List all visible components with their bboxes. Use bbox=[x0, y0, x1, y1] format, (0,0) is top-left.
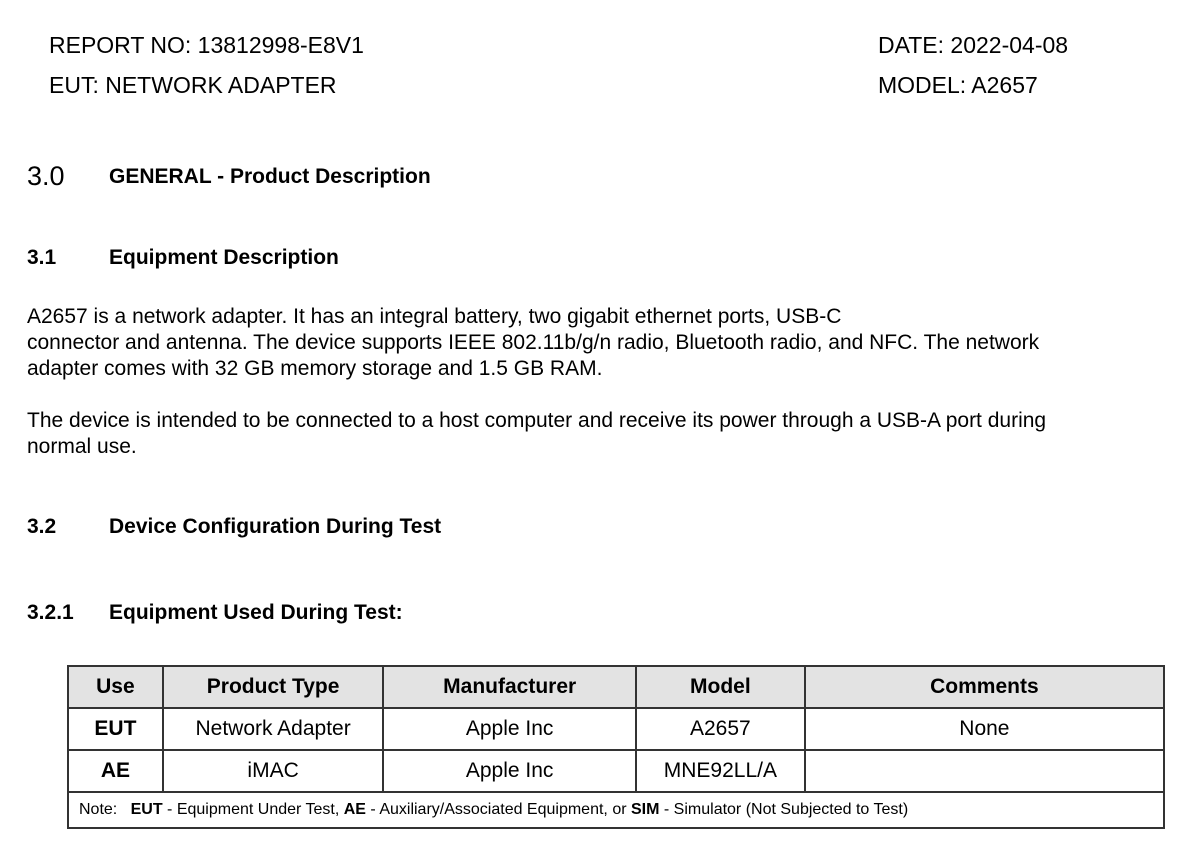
model-number: MODEL: A2657 bbox=[878, 72, 1038, 98]
note-eut-definition: - Equipment Under Test, bbox=[167, 801, 340, 818]
section-number-3-2: 3.2 bbox=[27, 515, 57, 538]
table-note bbox=[68, 792, 1164, 828]
section-number-3-1: 3.1 bbox=[27, 246, 57, 269]
note-ae-definition: - Auxiliary/Associated Equipment, or bbox=[370, 801, 627, 818]
section-title-3-0: GENERAL - Product Description bbox=[109, 165, 431, 188]
table-cell-model: A2657 bbox=[636, 708, 805, 750]
paragraph-line: A2657 is a network adapter. It has an integral battery, two gigabit ethernet ports, USB-C bbox=[27, 305, 842, 328]
column-header-use: Use bbox=[68, 666, 163, 708]
table-cell-model: MNE92LL/A bbox=[636, 750, 805, 792]
section-title-3-2: Device Configuration During Test bbox=[109, 515, 442, 538]
table-row bbox=[68, 708, 1164, 750]
table-cell-comments bbox=[805, 750, 1164, 792]
note-eut-abbr: EUT bbox=[130, 801, 163, 818]
paragraph-line: normal use. bbox=[27, 435, 137, 458]
note-ae-abbr: AE bbox=[343, 801, 366, 818]
table-cell-product-type: Network Adapter bbox=[163, 708, 384, 750]
table-cell-use: AE bbox=[68, 750, 163, 792]
equipment-description-paragraph bbox=[27, 304, 1039, 382]
eut-name: EUT: NETWORK ADAPTER bbox=[49, 72, 337, 98]
table-cell-use: EUT bbox=[68, 708, 163, 750]
paragraph-line: connector and antenna. The device supports IEEE 802.11b/g/n radio, Bluetooth radio, and NFC. The network bbox=[27, 331, 1040, 354]
power-description-paragraph bbox=[27, 408, 1046, 460]
report-number: REPORT NO: 13812998-E8V1 bbox=[49, 32, 364, 58]
equipment-table bbox=[67, 665, 1165, 829]
table-cell-manufacturer: Apple Inc bbox=[383, 750, 636, 792]
section-number-3-0: 3.0 bbox=[27, 161, 65, 191]
table-row bbox=[68, 750, 1164, 792]
column-header-model: Model bbox=[636, 666, 805, 708]
note-sim-abbr: SIM bbox=[631, 801, 660, 818]
table-cell-comments: None bbox=[805, 708, 1164, 750]
paragraph-line: The device is intended to be connected to a host computer and receive its power through a USB-A port during bbox=[27, 409, 1047, 432]
table-header-row bbox=[68, 666, 1164, 708]
column-header-manufacturer: Manufacturer bbox=[383, 666, 636, 708]
section-number-3-2-1: 3.2.1 bbox=[27, 601, 74, 624]
table-cell-product-type: iMAC bbox=[163, 750, 384, 792]
table-note-row bbox=[68, 792, 1164, 828]
column-header-product-type: Product Type bbox=[163, 666, 384, 708]
section-title-3-1: Equipment Description bbox=[109, 246, 339, 269]
column-header-comments: Comments bbox=[805, 666, 1164, 708]
report-date: DATE: 2022-04-08 bbox=[878, 32, 1069, 58]
note-sim-definition: - Simulator (Not Subjected to Test) bbox=[663, 801, 909, 818]
paragraph-line: adapter comes with 32 GB memory storage and 1.5 GB RAM. bbox=[27, 357, 603, 380]
section-title-3-2-1: Equipment Used During Test: bbox=[109, 601, 403, 624]
table-cell-manufacturer: Apple Inc bbox=[383, 708, 636, 750]
note-prefix: Note: bbox=[79, 801, 118, 818]
